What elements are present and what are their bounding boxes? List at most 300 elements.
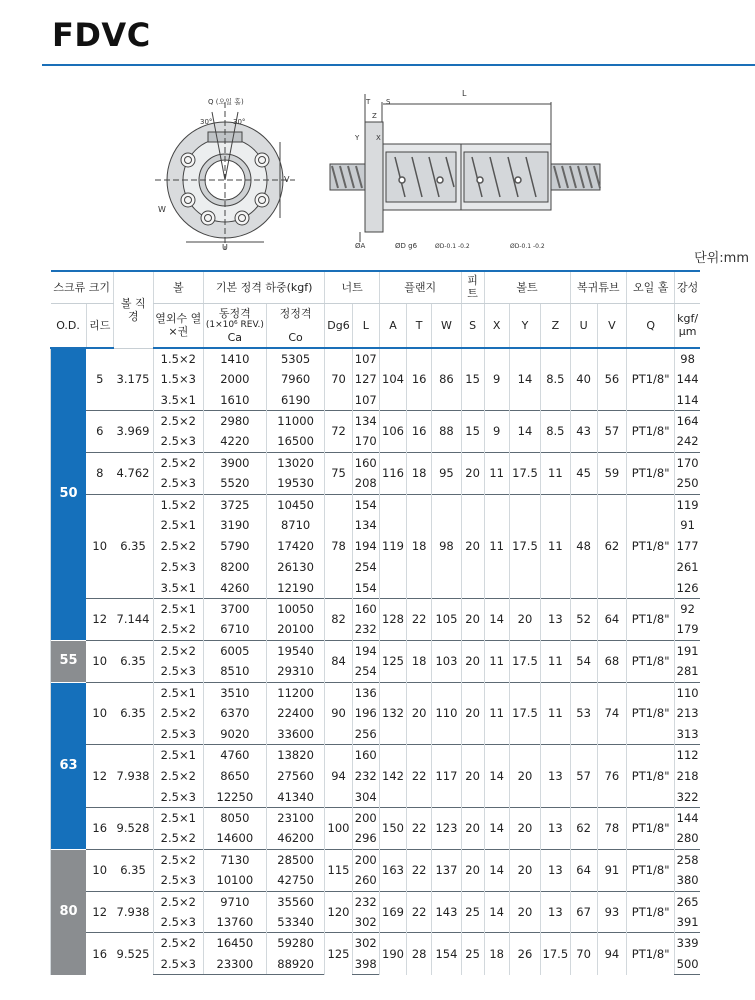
dynamic-load-cell: 3190 [203, 515, 266, 536]
static-load-cell: 13820 [266, 745, 325, 766]
dg6-cell: 94 [325, 745, 352, 808]
bolt-x-cell: 11 [484, 494, 509, 598]
nut-length-cell: 260 [352, 870, 379, 891]
dynamic-load-cell: 8050 [203, 808, 266, 829]
static-load-cell: 13020 [266, 452, 325, 473]
rigidity-cell: 112 [675, 745, 700, 766]
header-ball: 볼 [153, 271, 203, 303]
header-x: X [484, 303, 509, 348]
header-ball-dia: 볼 직 경 [113, 271, 153, 348]
oil-hole-label: Q (오일 홀) [208, 98, 244, 106]
y-label: Y [355, 134, 360, 142]
spec-table-body [51, 348, 701, 975]
circuits-cell: 2.5×2 [153, 620, 203, 641]
nut-length-cell: 194 [352, 640, 379, 661]
nut-length-cell: 304 [352, 787, 379, 808]
static-load-cell: 10050 [266, 599, 325, 620]
dg6-cell: 72 [325, 411, 352, 453]
bolt-x-cell: 11 [484, 640, 509, 682]
circuits-cell: 2.5×2 [153, 452, 203, 473]
circuits-cell: 2.5×2 [153, 536, 203, 557]
flange-t-cell: 22 [407, 808, 432, 850]
dynamic-load-cell: 3700 [203, 599, 266, 620]
dynamic-load-cell: 6005 [203, 640, 266, 661]
lead-cell: 10 [86, 682, 113, 745]
circuits-cell: 2.5×3 [153, 557, 203, 578]
static-load-cell: 19540 [266, 640, 325, 661]
static-load-cell: 46200 [266, 828, 325, 849]
static-load-cell: 29310 [266, 661, 325, 682]
nut-length-cell: 200 [352, 849, 379, 870]
header-rigidity-unit: kgf/ μm [675, 303, 700, 348]
dia-d-tol-label: ØD-0.1 -0.2 [435, 243, 470, 250]
rigidity-cell: 261 [675, 557, 700, 578]
nut-length-cell: 232 [352, 620, 379, 641]
oil-hole-cell: PT1/8" [627, 745, 675, 808]
rigidity-cell: 500 [675, 954, 700, 975]
dg6-cell: 120 [325, 891, 352, 933]
dg6-cell: 82 [325, 599, 352, 641]
rigidity-cell: 114 [675, 390, 700, 411]
table-row [51, 891, 701, 912]
flange-t-cell: 16 [407, 411, 432, 453]
nut-length-cell: 208 [352, 473, 379, 494]
lead-cell: 10 [86, 494, 113, 598]
bolt-x-cell: 18 [484, 933, 509, 975]
nut-length-cell: 160 [352, 452, 379, 473]
dynamic-load-cell: 5790 [203, 536, 266, 557]
flange-t-cell: 28 [407, 933, 432, 975]
bolt-z-cell: 11 [541, 682, 570, 745]
flange-a-cell: 116 [379, 452, 406, 494]
dia-a-label: ØA [355, 242, 366, 250]
circuits-cell: 2.5×1 [153, 599, 203, 620]
flange-a-cell: 125 [379, 640, 406, 682]
od-cell: 80 [51, 849, 87, 974]
ball-dia-cell: 9.525 [113, 933, 153, 975]
lead-cell: 6 [86, 411, 113, 453]
header-t: T [407, 303, 432, 348]
table-row [51, 745, 701, 766]
fit-s-cell: 25 [461, 933, 484, 975]
nut-length-cell: 200 [352, 808, 379, 829]
oil-hole-cell: PT1/8" [627, 849, 675, 891]
rigidity-cell: 110 [675, 682, 700, 703]
bolt-y-cell: 17.5 [509, 640, 540, 682]
nut-length-cell: 107 [352, 390, 379, 411]
circuits-cell: 2.5×2 [153, 828, 203, 849]
fit-s-cell: 20 [461, 494, 484, 598]
flange-w-cell: 143 [432, 891, 461, 933]
dynamic-load-cell: 6710 [203, 620, 266, 641]
dynamic-load-cell: 4220 [203, 432, 266, 453]
static-load-cell: 26130 [266, 557, 325, 578]
flange-front-view [155, 102, 295, 250]
tube-u-cell: 52 [570, 599, 597, 641]
table-row [51, 640, 701, 661]
tube-u-cell: 67 [570, 891, 597, 933]
ball-dia-cell: 3.175 [113, 348, 153, 411]
header-dynamic [203, 303, 266, 348]
nut-length-cell: 302 [352, 912, 379, 933]
bolt-x-cell: 11 [484, 452, 509, 494]
bolt-y-cell: 14 [509, 348, 540, 411]
bolt-z-cell: 11 [541, 452, 570, 494]
lead-cell: 12 [86, 891, 113, 933]
table-row [51, 452, 701, 473]
static-load-cell: 17420 [266, 536, 325, 557]
circuits-cell: 3.5×1 [153, 390, 203, 411]
header-co: Co [288, 330, 303, 344]
dynamic-load-cell: 7130 [203, 849, 266, 870]
ball-dia-cell: 3.969 [113, 411, 153, 453]
oil-hole-cell: PT1/8" [627, 348, 675, 411]
static-load-cell: 28500 [266, 849, 325, 870]
ball-dia-cell: 7.144 [113, 599, 153, 641]
oil-hole-cell: PT1/8" [627, 682, 675, 745]
dg6-cell: 75 [325, 452, 352, 494]
oil-hole-cell: PT1/8" [627, 808, 675, 850]
angle-left-label: 30° [200, 118, 213, 126]
flange-t-cell: 18 [407, 494, 432, 598]
static-load-cell: 27560 [266, 766, 325, 787]
tube-v-cell: 64 [597, 599, 626, 641]
bolt-y-cell: 20 [509, 849, 540, 891]
nut-length-cell: 136 [352, 682, 379, 703]
static-load-cell: 5305 [266, 348, 325, 369]
flange-a-cell: 150 [379, 808, 406, 850]
rigidity-cell: 213 [675, 703, 700, 724]
lead-cell: 8 [86, 452, 113, 494]
header-fit: 피 트 [461, 271, 484, 303]
rigidity-cell: 280 [675, 828, 700, 849]
circuits-cell: 1.5×2 [153, 494, 203, 515]
tube-u-cell: 53 [570, 682, 597, 745]
lead-cell: 12 [86, 745, 113, 808]
nut-length-cell: 154 [352, 578, 379, 599]
bolt-y-cell: 26 [509, 933, 540, 975]
oil-hole-cell: PT1/8" [627, 640, 675, 682]
flange-t-cell: 22 [407, 849, 432, 891]
nut-length-cell: 107 [352, 348, 379, 369]
tube-u-cell: 62 [570, 808, 597, 850]
oil-hole-cell: PT1/8" [627, 494, 675, 598]
rigidity-cell: 98 [675, 348, 700, 369]
tube-u-cell: 57 [570, 745, 597, 808]
header-bolt: 볼트 [484, 271, 570, 303]
flange-a-cell: 106 [379, 411, 406, 453]
oil-hole-cell: PT1/8" [627, 891, 675, 933]
dg6-cell: 90 [325, 682, 352, 745]
circuits-cell: 1.5×3 [153, 369, 203, 390]
flange-w-cell: 117 [432, 745, 461, 808]
nut-length-cell: 296 [352, 828, 379, 849]
static-load-cell: 6190 [266, 390, 325, 411]
header-s: S [461, 303, 484, 348]
dynamic-load-cell: 3900 [203, 452, 266, 473]
t-label: T [366, 98, 371, 106]
spec-table [50, 270, 700, 975]
bolt-z-cell: 13 [541, 599, 570, 641]
u-label: U [222, 243, 228, 252]
lead-cell: 10 [86, 640, 113, 682]
dynamic-load-cell: 6370 [203, 703, 266, 724]
tube-v-cell: 62 [597, 494, 626, 598]
tube-u-cell: 45 [570, 452, 597, 494]
tube-v-cell: 57 [597, 411, 626, 453]
flange-w-cell: 103 [432, 640, 461, 682]
tube-v-cell: 68 [597, 640, 626, 682]
ball-dia-cell: 7.938 [113, 891, 153, 933]
bolt-y-cell: 17.5 [509, 452, 540, 494]
ball-dia-cell: 6.35 [113, 682, 153, 745]
header-static [266, 303, 325, 348]
circuits-cell: 2.5×2 [153, 849, 203, 870]
rigidity-cell: 322 [675, 787, 700, 808]
rigidity-cell: 339 [675, 933, 700, 954]
flange-t-cell: 20 [407, 682, 432, 745]
header-circuits: 열외수 열×권 [153, 303, 203, 348]
dynamic-load-cell: 13760 [203, 912, 266, 933]
angle-right-label: 30° [233, 118, 246, 126]
tube-v-cell: 59 [597, 452, 626, 494]
fit-s-cell: 20 [461, 849, 484, 891]
dynamic-load-cell: 2980 [203, 411, 266, 432]
header-tube: 복귀튜브 [570, 271, 627, 303]
bolt-z-cell: 17.5 [541, 933, 570, 975]
nut-length-cell: 302 [352, 933, 379, 954]
header-load: 기본 정격 하중(kgf) [203, 271, 325, 303]
bolt-z-cell: 8.5 [541, 348, 570, 411]
rigidity-cell: 144 [675, 369, 700, 390]
od-cell: 63 [51, 682, 87, 849]
flange-t-cell: 18 [407, 452, 432, 494]
dynamic-load-cell: 2000 [203, 369, 266, 390]
bolt-z-cell: 13 [541, 849, 570, 891]
dynamic-load-cell: 8650 [203, 766, 266, 787]
header-ca: Ca [227, 330, 243, 344]
nut-length-cell: 134 [352, 515, 379, 536]
od-cell: 50 [51, 348, 87, 640]
circuits-cell: 2.5×3 [153, 724, 203, 745]
rigidity-cell: 191 [675, 640, 700, 661]
nut-length-cell: 232 [352, 766, 379, 787]
tube-v-cell: 93 [597, 891, 626, 933]
circuits-cell: 2.5×3 [153, 954, 203, 975]
dg6-cell: 84 [325, 640, 352, 682]
nut-length-cell: 256 [352, 724, 379, 745]
bolt-z-cell: 8.5 [541, 411, 570, 453]
dynamic-load-cell: 9020 [203, 724, 266, 745]
flange-t-cell: 22 [407, 745, 432, 808]
bolt-z-cell: 11 [541, 494, 570, 598]
s-label: S [386, 98, 391, 106]
static-load-cell: 88920 [266, 954, 325, 975]
static-load-cell: 23100 [266, 808, 325, 829]
bolt-x-cell: 14 [484, 891, 509, 933]
static-load-cell: 10450 [266, 494, 325, 515]
fit-s-cell: 15 [461, 411, 484, 453]
table-row [51, 849, 701, 870]
rigidity-cell: 126 [675, 578, 700, 599]
header-screw-size: 스크류 크기 [51, 271, 114, 303]
nut-length-cell: 194 [352, 536, 379, 557]
circuits-cell: 2.5×3 [153, 661, 203, 682]
ball-dia-cell: 6.35 [113, 494, 153, 598]
static-load-cell: 20100 [266, 620, 325, 641]
nut-length-cell: 160 [352, 745, 379, 766]
page-title: FDVC [52, 16, 151, 54]
dynamic-load-cell: 1610 [203, 390, 266, 411]
tube-v-cell: 56 [597, 348, 626, 411]
ball-dia-cell: 7.938 [113, 745, 153, 808]
dynamic-load-cell: 16450 [203, 933, 266, 954]
circuits-cell: 2.5×3 [153, 870, 203, 891]
rigidity-cell: 242 [675, 432, 700, 453]
header-u: U [570, 303, 597, 348]
tube-u-cell: 70 [570, 933, 597, 975]
static-load-cell: 11000 [266, 411, 325, 432]
flange-a-cell: 132 [379, 682, 406, 745]
nut-length-cell: 160 [352, 599, 379, 620]
bolt-y-cell: 17.5 [509, 682, 540, 745]
rigidity-cell: 177 [675, 536, 700, 557]
table-row [51, 348, 701, 369]
dia-d-g6-label: ØD g6 [395, 242, 418, 250]
flange-a-cell: 169 [379, 891, 406, 933]
nut-length-cell: 134 [352, 411, 379, 432]
circuits-cell: 2.5×3 [153, 912, 203, 933]
dynamic-load-cell: 4760 [203, 745, 266, 766]
nut-length-cell: 254 [352, 661, 379, 682]
nut-length-cell: 398 [352, 954, 379, 975]
tube-u-cell: 64 [570, 849, 597, 891]
dg6-cell: 115 [325, 849, 352, 891]
lead-cell: 5 [86, 348, 113, 411]
table-row [51, 599, 701, 620]
fit-s-cell: 20 [461, 808, 484, 850]
z-label: Z [372, 112, 377, 120]
bolt-y-cell: 14 [509, 411, 540, 453]
header-dynamic-note: (1×10⁶ REV.) [205, 319, 264, 330]
static-load-cell: 59280 [266, 933, 325, 954]
circuits-cell: 2.5×1 [153, 515, 203, 536]
table-row [51, 808, 701, 829]
fit-s-cell: 20 [461, 640, 484, 682]
circuits-cell: 2.5×2 [153, 933, 203, 954]
header-a: A [379, 303, 406, 348]
lead-cell: 10 [86, 849, 113, 891]
header-rigidity: 강성 [675, 271, 700, 303]
flange-w-cell: 95 [432, 452, 461, 494]
lead-cell: 12 [86, 599, 113, 641]
fit-s-cell: 20 [461, 745, 484, 808]
dynamic-load-cell: 1410 [203, 348, 266, 369]
ball-dia-cell: 9.528 [113, 808, 153, 850]
circuits-cell: 2.5×1 [153, 808, 203, 829]
rigidity-cell: 391 [675, 912, 700, 933]
bolt-x-cell: 11 [484, 682, 509, 745]
ball-dia-cell: 4.762 [113, 452, 153, 494]
oil-hole-cell: PT1/8" [627, 452, 675, 494]
tube-u-cell: 54 [570, 640, 597, 682]
fit-s-cell: 20 [461, 599, 484, 641]
dg6-cell: 100 [325, 808, 352, 850]
circuits-cell: 2.5×1 [153, 682, 203, 703]
rigidity-cell: 250 [675, 473, 700, 494]
dynamic-load-cell: 14600 [203, 828, 266, 849]
static-load-cell: 35560 [266, 891, 325, 912]
static-load-cell: 33600 [266, 724, 325, 745]
static-load-cell: 16500 [266, 432, 325, 453]
dg6-cell: 70 [325, 348, 352, 411]
table-row [51, 494, 701, 515]
od-cell: 55 [51, 640, 87, 682]
dynamic-load-cell: 3510 [203, 682, 266, 703]
tube-v-cell: 91 [597, 849, 626, 891]
w-label: W [158, 205, 166, 214]
bolt-y-cell: 20 [509, 891, 540, 933]
v-label: V [284, 175, 290, 184]
static-load-cell: 12190 [266, 578, 325, 599]
fit-s-cell: 15 [461, 348, 484, 411]
circuits-cell: 2.5×2 [153, 703, 203, 724]
table-row [51, 411, 701, 432]
bolt-x-cell: 14 [484, 745, 509, 808]
circuits-cell: 2.5×3 [153, 432, 203, 453]
flange-w-cell: 98 [432, 494, 461, 598]
fit-s-cell: 25 [461, 891, 484, 933]
circuits-cell: 3.5×1 [153, 578, 203, 599]
header-flange: 플랜지 [379, 271, 461, 303]
flange-a-cell: 142 [379, 745, 406, 808]
flange-a-cell: 104 [379, 348, 406, 411]
header-q: Q [627, 303, 675, 348]
static-load-cell: 8710 [266, 515, 325, 536]
bolt-z-cell: 13 [541, 808, 570, 850]
oil-hole-cell: PT1/8" [627, 411, 675, 453]
circuits-cell: 2.5×1 [153, 745, 203, 766]
rigidity-cell: 258 [675, 849, 700, 870]
table-row [51, 682, 701, 703]
l-label: L [462, 89, 467, 98]
static-load-cell: 7960 [266, 369, 325, 390]
tube-v-cell: 94 [597, 933, 626, 975]
header-dynamic-label: 동정격 [218, 306, 251, 320]
dia-d-tol-label-2: ØD-0.1 -0.2 [510, 243, 545, 250]
flange-w-cell: 86 [432, 348, 461, 411]
bolt-y-cell: 17.5 [509, 494, 540, 598]
tube-u-cell: 43 [570, 411, 597, 453]
static-load-cell: 19530 [266, 473, 325, 494]
bolt-x-cell: 14 [484, 808, 509, 850]
dynamic-load-cell: 3725 [203, 494, 266, 515]
title-divider [42, 64, 755, 66]
circuits-cell: 2.5×2 [153, 891, 203, 912]
rigidity-cell: 119 [675, 494, 700, 515]
tube-u-cell: 40 [570, 348, 597, 411]
flange-t-cell: 18 [407, 640, 432, 682]
flange-w-cell: 123 [432, 808, 461, 850]
flange-w-cell: 88 [432, 411, 461, 453]
static-load-cell: 42750 [266, 870, 325, 891]
static-load-cell: 22400 [266, 703, 325, 724]
nut-side-view [330, 94, 600, 242]
flange-a-cell: 190 [379, 933, 406, 975]
circuits-cell: 1.5×2 [153, 348, 203, 369]
nut-length-cell: 154 [352, 494, 379, 515]
header-z: Z [541, 303, 570, 348]
